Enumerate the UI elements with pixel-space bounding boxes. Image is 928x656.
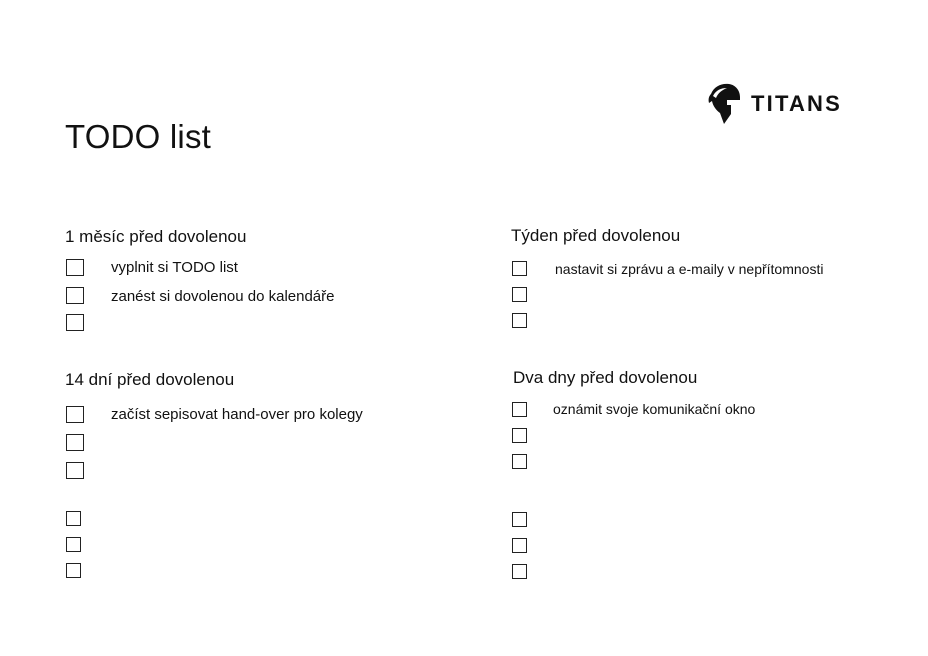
task-checkbox[interactable] <box>66 511 81 526</box>
task-checkbox[interactable] <box>512 402 527 417</box>
spartan-helmet-icon <box>707 83 741 125</box>
task-label: oznámit svoje komunikační okno <box>553 401 756 417</box>
task-checkbox[interactable] <box>512 564 527 579</box>
task-checkbox[interactable] <box>66 406 84 423</box>
task-checkbox[interactable] <box>66 287 84 304</box>
logo-text: TITANS <box>751 91 843 116</box>
task-checkbox[interactable] <box>512 428 527 443</box>
task-label: vyplnit si TODO list <box>111 259 238 276</box>
task-checkbox[interactable] <box>66 537 81 552</box>
task-checkbox[interactable] <box>512 313 527 328</box>
task-checkbox[interactable] <box>512 287 527 302</box>
task-label: zanést si dovolenou do kalendáře <box>111 288 335 305</box>
task-checkbox[interactable] <box>512 261 527 276</box>
task-checkbox[interactable] <box>66 462 84 479</box>
task-checkbox[interactable] <box>66 563 81 578</box>
section-heading: 1 měsíc před dovolenou <box>65 227 247 246</box>
task-label: začíst sepisovat hand-over pro kolegy <box>111 406 363 423</box>
task-checkbox[interactable] <box>66 314 84 331</box>
titans-logo <box>707 83 842 125</box>
section-heading: Týden před dovolenou <box>511 226 681 245</box>
task-checkbox[interactable] <box>512 512 527 527</box>
page-title: TODO list <box>65 118 212 156</box>
task-checkbox[interactable] <box>512 454 527 469</box>
task-checkbox[interactable] <box>66 434 84 451</box>
section-heading: Dva dny před dovolenou <box>513 368 698 387</box>
task-checkbox[interactable] <box>66 259 84 276</box>
section-heading: 14 dní před dovolenou <box>65 370 235 389</box>
task-label: nastavit si zprávu a e-maily v nepřítomnosti <box>555 261 824 277</box>
task-checkbox[interactable] <box>512 538 527 553</box>
